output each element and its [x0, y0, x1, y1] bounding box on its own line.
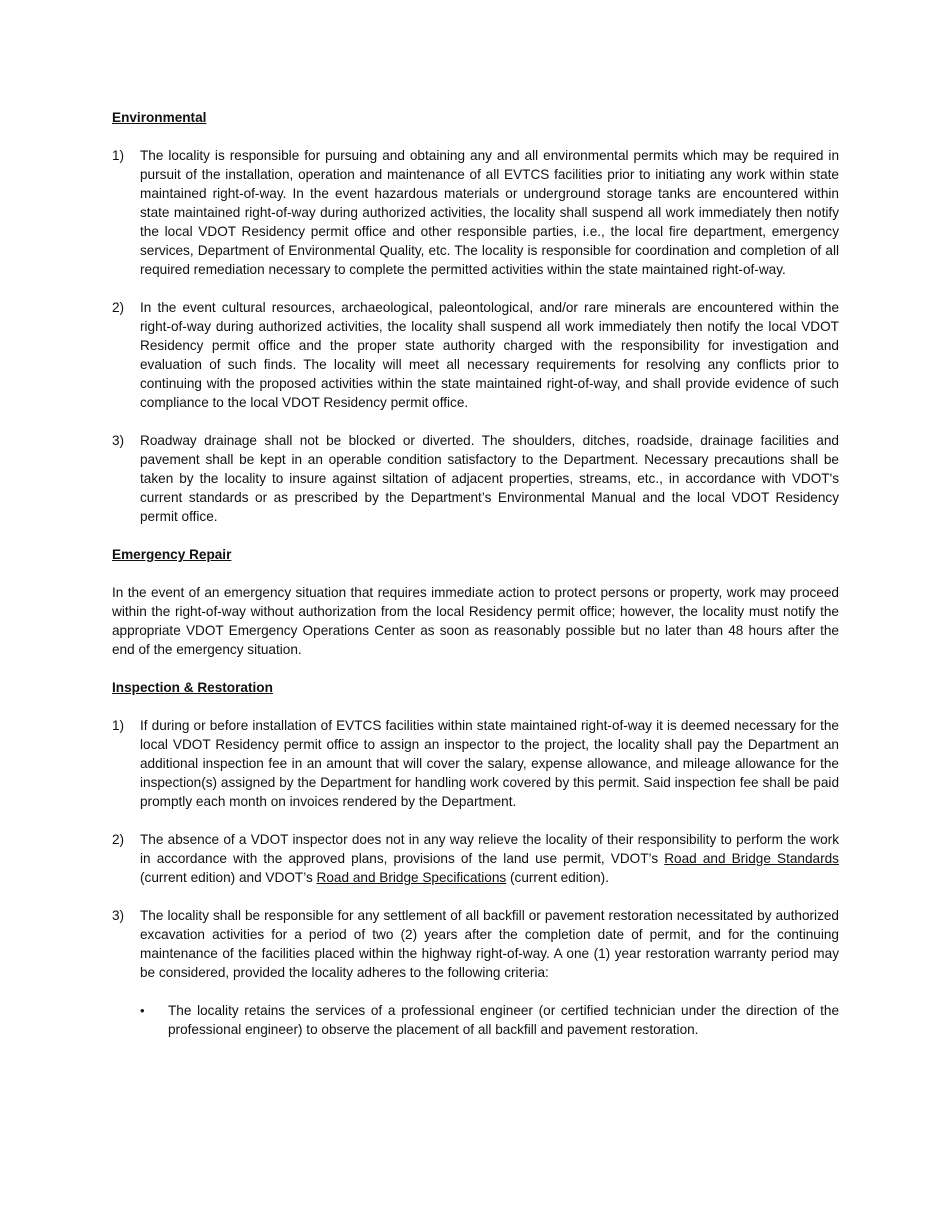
bullet-text: The locality retains the services of a professional engineer (or certified technician under the direction of the professional engineer) to observe the placement of all backfill and pavement restoration.	[168, 1003, 839, 1037]
environmental-heading: Environmental	[112, 110, 207, 125]
emergency-repair-heading: Emergency Repair	[112, 547, 232, 562]
list-item	[112, 146, 839, 279]
environmental-list	[112, 146, 839, 526]
bullet-icon: •	[140, 1003, 145, 1018]
item-number: 3)	[112, 908, 125, 923]
item-text-part: The absence of a VDOT inspector does not in any way relieve the locality of their responsibility to perform the work in accordance with the approved plans, provisions of the land use permit, VDOT’s	[140, 832, 839, 866]
item-text-part: (current edition).	[506, 870, 609, 885]
item-number: 1)	[112, 718, 125, 733]
emergency-repair-paragraph: In the event of an emergency situation that requires immediate action to protect persons or property, work may proceed within the right-of-way without authorization from the local Residency permit office; however, the locality must notify the appropriate VDOT Emergency Operations Center as soon as reasonably possible but no later than 48 hours after the end of the emergency situation.	[112, 585, 839, 657]
inspection-list	[112, 716, 839, 982]
item-text-part: (current edition) and VDOT’s	[140, 870, 317, 885]
item-number: 2)	[112, 832, 125, 847]
road-bridge-specifications-link: Road and Bridge Specifications	[316, 870, 507, 885]
list-item	[112, 431, 839, 526]
list-item	[112, 716, 839, 811]
list-item	[112, 830, 839, 887]
road-bridge-standards-link: Road and Bridge Standards	[664, 851, 839, 866]
item-text	[140, 830, 839, 887]
item-text: If during or before installation of EVTCS facilities within state maintained right-of-way it is deemed necessary for the local VDOT Residency permit office to assign an inspector to the project, the locality shall pay the Department an additional inspection fee in an amount that will cover the salary, expense allowance, and mileage allowance for the inspection(s) assigned by the Department for handling work covered by this permit. Said inspection fee shall be paid promptly each month on invoices rendered by the Department.	[140, 718, 839, 809]
item-text: Roadway drainage shall not be blocked or diverted. The shoulders, ditches, roadside, drainage facilities and pavement shall be kept in an operable condition satisfactory to the Department. Necessary precautions shall be taken by the locality to insure against siltation of adjacent properties, streams, etc., in accordance with VDOT's current standards or as prescribed by the Department’s Environmental Manual and the local VDOT Residency permit office.	[140, 433, 839, 524]
document-page	[112, 108, 839, 1039]
item-number: 2)	[112, 300, 125, 315]
item-number: 1)	[112, 148, 125, 163]
item-text: In the event cultural resources, archaeological, paleontological, and/or rare minerals are encountered within the right-of-way during authorized activities, the locality shall suspend all work immediately then notify the local VDOT Residency permit office and the proper state authority charged with the responsibility for investigation and evaluation of such finds. The locality will meet all necessary requirements for resolving any conflicts prior to continuing with the proposed activities within the state maintained right-of-way, and shall provide evidence of such compliance to the local VDOT Residency permit office.	[140, 300, 839, 410]
bullet-item	[112, 1001, 839, 1039]
list-item	[112, 298, 839, 412]
item-text: The locality shall be responsible for any settlement of all backfill or pavement restoration necessitated by authorized excavation activities for a period of two (2) years after the completion date of permit, and for the continuing maintenance of the facilities placed within the highway right-of-way. A one (1) year restoration warranty period may be considered, provided the locality adheres to the following criteria:	[140, 908, 839, 980]
inspection-restoration-heading: Inspection & Restoration	[112, 680, 273, 695]
list-item	[112, 906, 839, 982]
item-number: 3)	[112, 433, 125, 448]
item-text: The locality is responsible for pursuing and obtaining any and all environmental permits which may be required in pursuit of the installation, operation and maintenance of all EVTCS facilities prior to initiating any work within state maintained right-of-way. In the event hazardous materials or underground storage tanks are encountered within state maintained right-of-way during authorized activities, the locality shall suspend all work immediately then notify the local VDOT Residency permit office and other responsible parties, i.e., the local fire department, emergency services, Department of Environmental Quality, etc. The locality is responsible for coordination and completion of all required remediation necessary to complete the permitted activities within the state maintained right-of-way.	[140, 148, 839, 277]
